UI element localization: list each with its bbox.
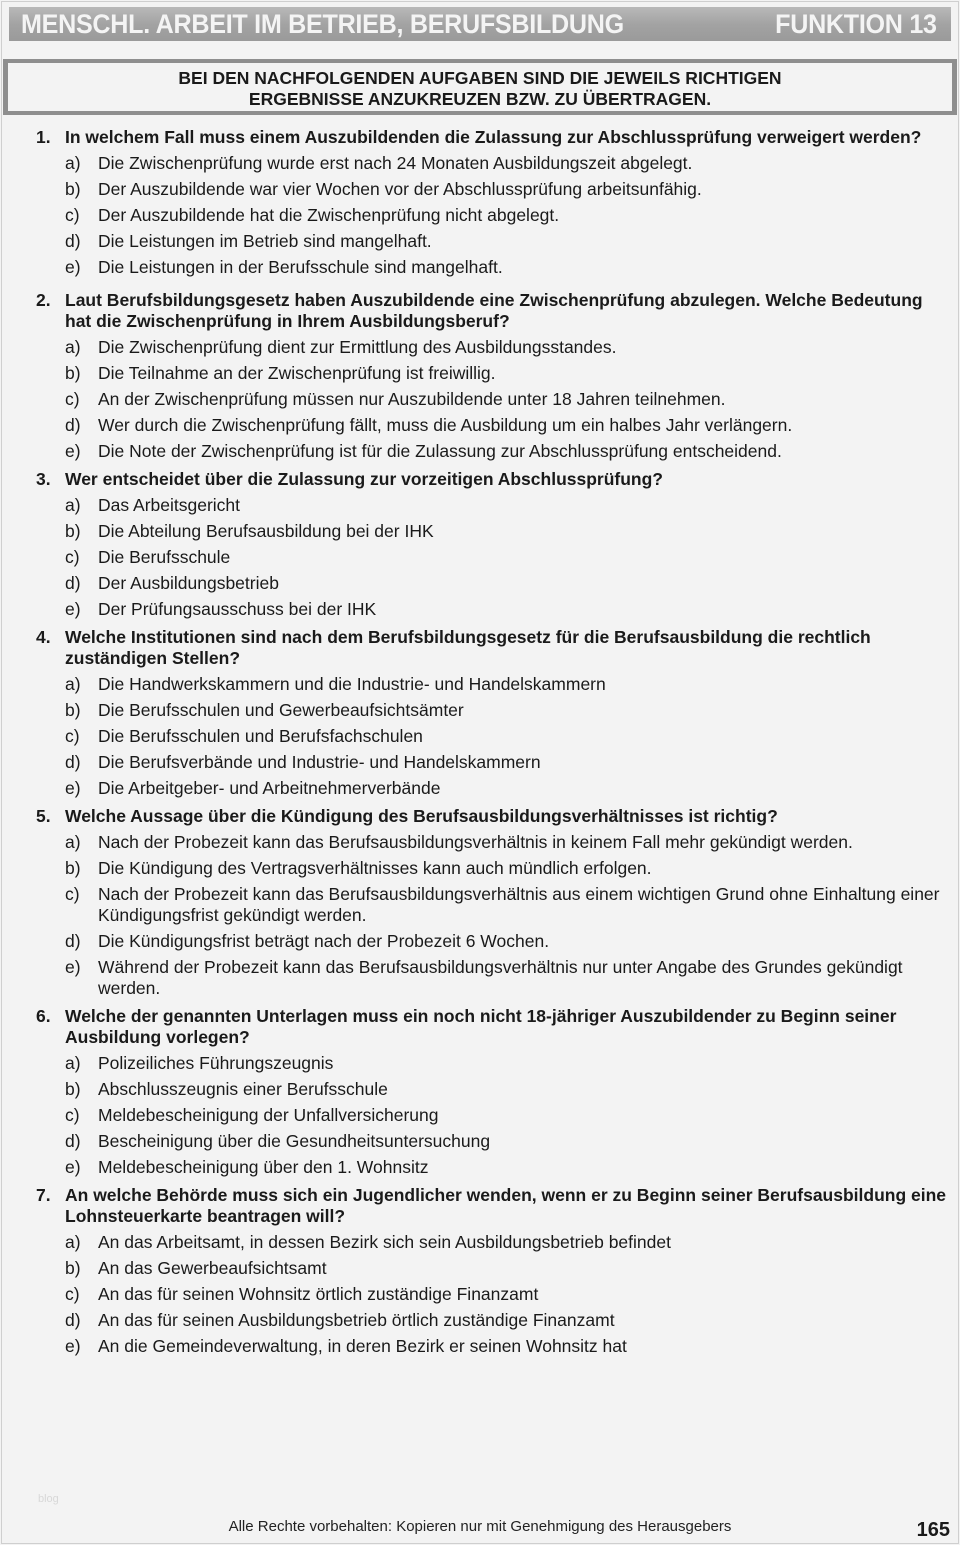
question-text: Wer entscheidet über die Zulassung zur vorzeitigen Abschlussprüfung?	[65, 469, 663, 489]
option-letter: a)	[65, 674, 81, 694]
question-number: 7.	[36, 1185, 51, 1205]
option-text: Die Arbeitgeber- und Arbeitnehmerverbände	[98, 778, 441, 798]
option-text: Bescheinigung über die Gesundheitsuntersuchung	[98, 1131, 491, 1151]
question-text: An welche Behörde muss sich ein Jugendlicher wenden, wenn er zu Beginn seiner Berufsausbildung eine Lohnsteuerkarte beantragen will?	[65, 1185, 947, 1226]
option-letter: d)	[65, 415, 81, 435]
option-text: Der Auszubildende hat die Zwischenprüfung nicht abgelegt.	[98, 205, 560, 225]
option-letter: e)	[65, 599, 81, 619]
answer-option[interactable]	[36, 1258, 948, 1279]
option-letter: d)	[65, 231, 81, 251]
answer-option[interactable]	[36, 858, 948, 879]
answer-option[interactable]	[36, 726, 948, 747]
option-text: Die Teilnahme an der Zwischenprüfung ist freiwillig.	[98, 363, 496, 383]
option-text: Der Prüfungsausschuss bei der IHK	[98, 599, 377, 619]
option-letter: c)	[65, 726, 80, 746]
answer-option[interactable]	[36, 415, 948, 436]
answer-option[interactable]	[36, 205, 948, 226]
option-letter: e)	[65, 257, 81, 277]
question-number: 3.	[36, 469, 51, 489]
answer-option[interactable]	[36, 495, 948, 516]
option-text: An der Zwischenprüfung müssen nur Auszubildende unter 18 Jahren teilnehmen.	[98, 389, 726, 409]
option-text: Die Kündigung des Vertragsverhältnisses kann auch mündlich erfolgen.	[98, 858, 652, 878]
answer-option[interactable]	[36, 674, 948, 695]
answer-option[interactable]	[36, 1232, 948, 1253]
answer-option[interactable]	[36, 441, 948, 462]
question-4	[36, 627, 948, 799]
answer-option[interactable]	[36, 1053, 948, 1074]
option-text: An das für seinen Wohnsitz örtlich zuständige Finanzamt	[98, 1284, 539, 1304]
answer-option[interactable]	[36, 1105, 948, 1126]
answer-option[interactable]	[36, 257, 948, 278]
answer-option[interactable]	[36, 832, 948, 853]
answer-option[interactable]	[36, 521, 948, 542]
question-7	[36, 1185, 948, 1357]
option-letter: e)	[65, 1157, 81, 1177]
question-text: Laut Berufsbildungsgesetz haben Auszubildende eine Zwischenprüfung abzulegen. Welche Bedeutung hat die Zwischenprüfung in Ihrem Ausbildungsberuf?	[65, 290, 923, 331]
option-letter: c)	[65, 205, 80, 225]
answer-option[interactable]	[36, 1131, 948, 1152]
option-letter: a)	[65, 1232, 81, 1252]
option-text: Die Zwischenprüfung wurde erst nach 24 Monaten Ausbildungszeit abgelegt.	[98, 153, 693, 173]
option-letter: e)	[65, 441, 81, 461]
option-letter: b)	[65, 179, 81, 199]
answer-option[interactable]	[36, 957, 948, 999]
option-text: Die Berufsschulen und Berufsfachschulen	[98, 726, 423, 746]
question-number: 5.	[36, 806, 51, 826]
question-1	[36, 127, 948, 278]
option-text: Während der Probezeit kann das Berufsausbildungsverhältnis nur unter Angabe des Grundes gekündigt werden.	[98, 957, 903, 998]
option-letter: e)	[65, 1336, 81, 1356]
answer-option[interactable]	[36, 573, 948, 594]
option-letter: c)	[65, 389, 80, 409]
option-letter: a)	[65, 832, 81, 852]
question-title	[36, 627, 948, 669]
option-text: Die Leistungen im Betrieb sind mangelhaft.	[98, 231, 432, 251]
option-letter: a)	[65, 495, 81, 515]
option-text: Polizeiliches Führungszeugnis	[98, 1053, 334, 1073]
answer-option[interactable]	[36, 931, 948, 952]
option-letter: d)	[65, 1131, 81, 1151]
instructions-text: BEI DEN NACHFOLGENDEN AUFGABEN SIND DIE JEWEILS RICHTIGEN ERGEBNISSE ANZUKREUZEN BZW. ZU ÜBERTRAGEN.	[8, 63, 952, 111]
answer-option[interactable]	[36, 778, 948, 799]
option-letter: a)	[65, 337, 81, 357]
answer-option[interactable]	[36, 363, 948, 384]
option-letter: b)	[65, 363, 81, 383]
option-letter: d)	[65, 752, 81, 772]
option-letter: c)	[65, 1284, 80, 1304]
option-text: Die Berufsverbände und Industrie- und Handelskammern	[98, 752, 541, 772]
option-text: Nach der Probezeit kann das Berufsausbildungsverhältnis in keinem Fall mehr gekündigt werden.	[98, 832, 853, 852]
instructions-box	[3, 59, 957, 115]
answer-option[interactable]	[36, 1310, 948, 1331]
option-letter: c)	[65, 1105, 80, 1125]
question-text: Welche der genannten Unterlagen muss ein noch nicht 18-jähriger Auszubildender zu Beginn seiner Ausbildung vorlegen?	[65, 1006, 897, 1047]
option-letter: c)	[65, 884, 80, 904]
answer-option[interactable]	[36, 884, 948, 926]
answer-option[interactable]	[36, 231, 948, 252]
option-text: Die Leistungen in der Berufsschule sind mangelhaft.	[98, 257, 503, 277]
option-text: Die Note der Zwischenprüfung ist für die Zulassung zur Abschlussprüfung entscheidend.	[98, 441, 782, 461]
question-text: Welche Institutionen sind nach dem Berufsbildungsgesetz für die Berufsausbildung die rechtlich zuständigen Stellen?	[65, 627, 871, 668]
option-text: Der Auszubildende war vier Wochen vor der Abschlussprüfung arbeitsunfähig.	[98, 179, 702, 199]
option-text: Die Berufsschulen und Gewerbeaufsichtsämter	[98, 700, 464, 720]
option-letter: c)	[65, 547, 80, 567]
option-letter: b)	[65, 521, 81, 541]
answer-option[interactable]	[36, 1336, 948, 1357]
answer-option[interactable]	[36, 547, 948, 568]
option-letter: a)	[65, 153, 81, 173]
question-5	[36, 806, 948, 999]
question-number: 4.	[36, 627, 51, 647]
option-letter: e)	[65, 778, 81, 798]
answer-option[interactable]	[36, 1284, 948, 1305]
option-text: An das Gewerbeaufsichtsamt	[98, 1258, 327, 1278]
answer-option[interactable]	[36, 700, 948, 721]
answer-option[interactable]	[36, 389, 948, 410]
option-letter: a)	[65, 1053, 81, 1073]
chapter-title: MENSCHL. ARBEIT IM BETRIEB, BERUFSBILDUNG	[21, 8, 624, 39]
option-text: Der Ausbildungsbetrieb	[98, 573, 279, 593]
option-text: Die Berufsschule	[98, 547, 231, 567]
question-title	[36, 290, 948, 332]
option-letter: b)	[65, 858, 81, 878]
option-text: Abschlusszeugnis einer Berufsschule	[98, 1079, 388, 1099]
option-text: An die Gemeindeverwaltung, in deren Bezirk er seinen Wohnsitz hat	[98, 1336, 627, 1356]
question-title	[36, 1185, 948, 1227]
question-title	[36, 127, 948, 148]
question-number: 2.	[36, 290, 51, 310]
copyright-footer: Alle Rechte vorbehalten: Kopieren nur mit Genehmigung des Herausgebers	[228, 1518, 732, 1535]
option-text: Die Kündigungsfrist beträgt nach der Probezeit 6 Wochen.	[98, 931, 550, 951]
question-3	[36, 469, 948, 620]
answer-option[interactable]	[36, 752, 948, 773]
page-header	[9, 7, 951, 41]
page-number: 165	[916, 1519, 950, 1541]
option-letter: e)	[65, 957, 81, 977]
option-letter: b)	[65, 1258, 81, 1278]
option-text: Das Arbeitsgericht	[98, 495, 241, 515]
question-text: In welchem Fall muss einem Auszubildenden die Zulassung zur Abschlussprüfung verweigert werden?	[65, 127, 922, 147]
question-title	[36, 806, 948, 827]
question-6	[36, 1006, 948, 1178]
option-letter: b)	[65, 700, 81, 720]
option-text: Die Abteilung Berufsausbildung bei der IHK	[98, 521, 434, 541]
watermark: blog	[38, 1493, 59, 1505]
question-title	[36, 1006, 948, 1048]
option-text: An das Arbeitsamt, in dessen Bezirk sich sein Ausbildungsbetrieb befindet	[98, 1232, 671, 1252]
answer-option[interactable]	[36, 337, 948, 358]
answer-option[interactable]	[36, 1079, 948, 1100]
option-text: Die Zwischenprüfung dient zur Ermittlung des Ausbildungsstandes.	[98, 337, 617, 357]
answer-option[interactable]	[36, 179, 948, 200]
answer-option[interactable]	[36, 599, 948, 620]
option-text: Meldebescheinigung über den 1. Wohnsitz	[98, 1157, 429, 1177]
option-letter: d)	[65, 573, 81, 593]
answer-option[interactable]	[36, 153, 948, 174]
question-number: 6.	[36, 1006, 51, 1026]
question-title	[36, 469, 948, 490]
option-letter: b)	[65, 1079, 81, 1099]
option-text: Wer durch die Zwischenprüfung fällt, muss die Ausbildung um ein halbes Jahr verlängern.	[98, 415, 793, 435]
answer-option[interactable]	[36, 1157, 948, 1178]
function-label: FUNKTION 13	[775, 8, 937, 39]
question-list	[36, 127, 948, 1364]
option-text: Meldebescheinigung der Unfallversicherung	[98, 1105, 439, 1125]
option-text: Die Handwerkskammern und die Industrie- und Handelskammern	[98, 674, 606, 694]
option-letter: d)	[65, 1310, 81, 1330]
question-2	[36, 290, 948, 462]
option-letter: d)	[65, 931, 81, 951]
question-text: Welche Aussage über die Kündigung des Berufsausbildungsverhältnisses ist richtig?	[65, 806, 778, 826]
option-text: An das für seinen Ausbildungsbetrieb örtlich zuständige Finanzamt	[98, 1310, 615, 1330]
question-number: 1.	[36, 127, 51, 147]
option-text: Nach der Probezeit kann das Berufsausbildungsverhältnis aus einem wichtigen Grund ohne Einhaltung einer Kündigungsfrist gekündigt werden.	[98, 884, 940, 925]
